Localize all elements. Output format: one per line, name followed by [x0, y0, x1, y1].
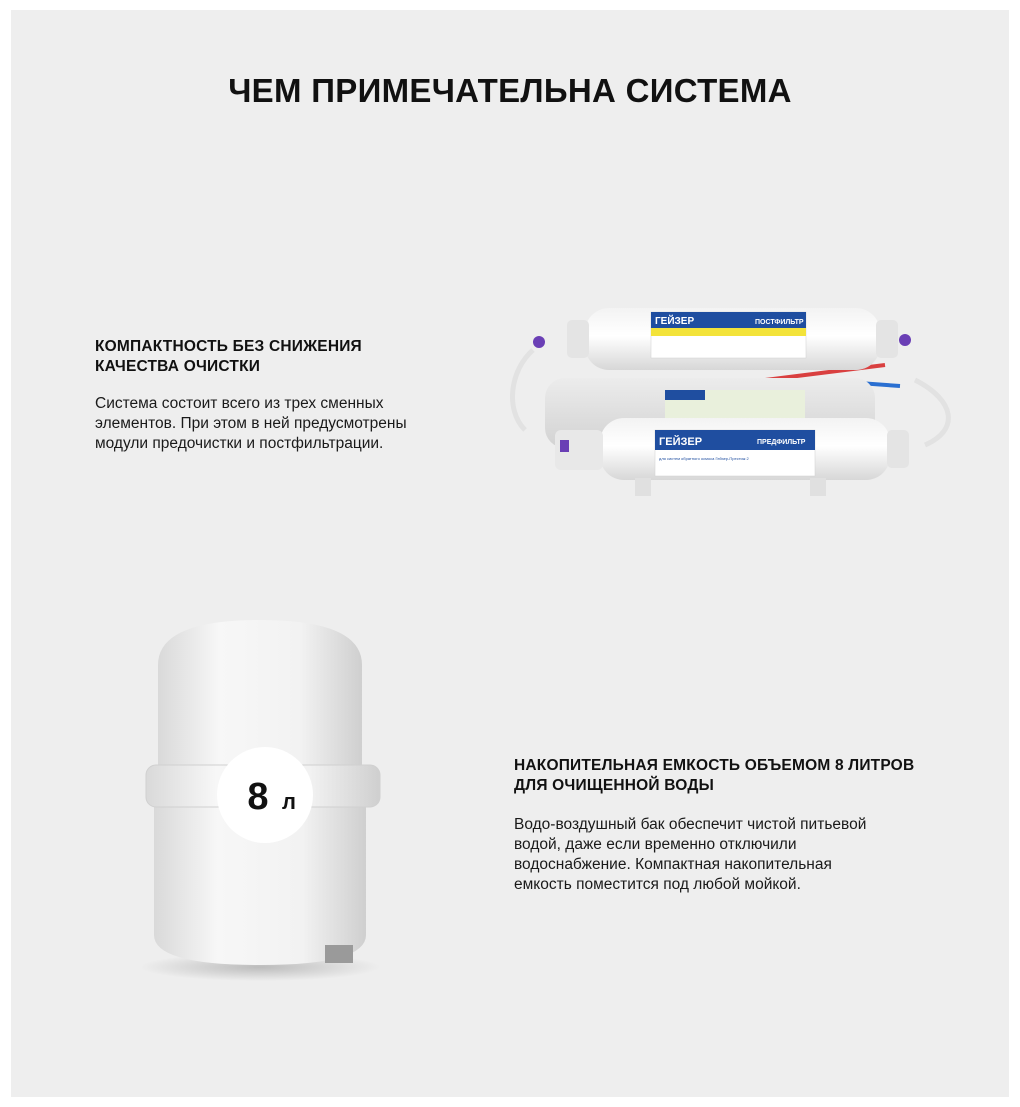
valve-icon: [899, 334, 911, 346]
bottom-cartridge-brand: ГЕЙЗЕР: [659, 436, 703, 448]
bottom-cartridge-type: ПРЕДФИЛЬТР: [757, 439, 806, 446]
stand-foot: [810, 478, 826, 496]
feature-compact-heading-line: КАЧЕСТВА ОЧИСТКИ: [95, 358, 261, 375]
tube: [915, 380, 948, 445]
description-line: элементов. При этом в ней предусмотрены: [95, 415, 407, 432]
volume-unit: л: [282, 789, 296, 814]
top-cartridge-brand: ГЕЙЗЕР: [655, 316, 695, 327]
top-cartridge-cap: [567, 320, 589, 358]
volume-number: 8: [247, 776, 269, 818]
feature-tank-heading: [514, 756, 944, 796]
tank-base-fitting: [325, 945, 353, 963]
description-line: Система состоит всего из трех сменных: [95, 395, 384, 412]
storage-tank-image: [130, 615, 400, 985]
top-cartridge-yellow-strip: [651, 328, 806, 336]
feature-tank-heading-line: НАКОПИТЕЛЬНАЯ ЕМКОСТЬ ОБЪЕМОМ 8 ЛИТРОВ: [514, 757, 915, 774]
bottom-cartridge-sublabel: для систем обратного осмоса Гейзер-Престиж 2: [659, 456, 749, 461]
valve-icon: [533, 336, 545, 348]
feature-tank-heading-line: ДЛЯ ОЧИЩЕННОЙ ВОДЫ: [514, 777, 714, 794]
description-line: модули предочистки и постфильтрации.: [95, 435, 384, 452]
description-line: водой, даже если временно отключили: [514, 836, 797, 853]
bottom-cartridge-cap: [887, 430, 909, 468]
feature-compact-description: [95, 394, 475, 454]
feature-compact-heading-line: КОМПАКТНОСТЬ БЕЗ СНИЖЕНИЯ: [95, 338, 362, 355]
description-line: водоснабжение. Компактная накопительная: [514, 856, 832, 873]
top-cartridge-cap: [876, 320, 898, 358]
filter-system-image: [505, 290, 975, 515]
valve-icon: [560, 440, 569, 452]
page-title: ЧЕМ ПРИМЕЧАТЕЛЬНА СИСТЕМА: [228, 72, 792, 109]
description-line: Водо-воздушный бак обеспечит чистой питьевой: [514, 816, 867, 833]
feature-tank-description: [514, 815, 944, 895]
stand-foot: [635, 478, 651, 496]
membrane-label-brand: [665, 390, 705, 400]
description-line: емкость поместится под любой мойкой.: [514, 876, 801, 893]
tube: [513, 350, 533, 430]
feature-compact-heading: [95, 337, 455, 377]
top-cartridge-type: ПОСТФИЛЬТР: [755, 319, 804, 326]
